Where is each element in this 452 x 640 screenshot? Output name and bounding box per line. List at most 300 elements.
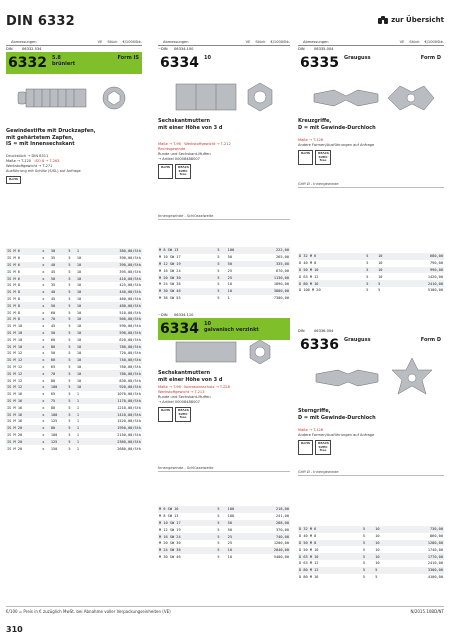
table-cell: 50 — [50, 302, 67, 309]
table-cell: IS M 16 — [6, 398, 41, 405]
table-row — [6, 425, 142, 432]
table-cell: 5 — [365, 253, 377, 260]
table-cell: 10 — [76, 351, 82, 356]
table-cell: 2410,00 — [395, 280, 444, 287]
table-cell: 5 — [362, 574, 365, 579]
table-cell: 10 — [76, 302, 89, 309]
table-cell: D 80 M 16 — [298, 280, 365, 287]
table-cell: 100 — [227, 506, 248, 513]
table-cell: M 24 SW 36 — [158, 547, 216, 554]
table-cell: 5 — [217, 295, 220, 300]
table-cell: x — [42, 324, 45, 329]
table-cell: 5 — [68, 283, 71, 288]
table-cell: 5 — [362, 561, 365, 566]
table-cell: IS M 6 — [7, 256, 20, 261]
table-row — [6, 248, 142, 255]
table-cell: 1890,00 — [273, 282, 289, 287]
table-cell: 5 — [217, 268, 220, 273]
table-cell: x — [42, 432, 45, 437]
table-cell: 10 — [76, 370, 89, 377]
table-cell: x — [41, 316, 50, 323]
column-header: Abmessungen VE Stück €/1000Stk. — [6, 40, 142, 46]
table-row — [6, 309, 142, 316]
table-cell: IS M 12 — [7, 378, 23, 383]
table-cell: 5 — [362, 553, 374, 560]
table-cell: 70 — [50, 370, 67, 377]
table-cell: x — [41, 330, 50, 337]
table-cell: 590,00/Stk — [89, 330, 142, 337]
table-cell: D 32 M 6 — [298, 526, 362, 533]
table-row — [158, 295, 290, 302]
table-cell: 10 — [76, 337, 82, 342]
table-cell: 5 — [216, 261, 226, 268]
table-cell: M 16 SW 24 — [159, 268, 181, 273]
article-number: 6334 — [160, 55, 199, 71]
table-cell: 10 — [375, 561, 380, 566]
table-cell: IS M 12 — [7, 351, 23, 356]
table-cell: 5 — [68, 364, 71, 369]
table-cell: IS M 10 — [7, 337, 23, 342]
article-number: 6335 — [300, 55, 339, 71]
article-number: 6334 — [160, 321, 199, 337]
table-cell: x — [42, 419, 45, 424]
table-cell: 5 — [216, 247, 226, 254]
table-cell: 830,00/Stk — [119, 378, 141, 383]
column-header: Abmessungen VE Stück €/1000Stk. — [298, 40, 444, 46]
table-cell: D 63 M 10 — [298, 553, 362, 560]
table-cell: 730,00 — [393, 526, 444, 533]
table-row — [158, 526, 290, 533]
table-cell: IS M 20 — [6, 425, 41, 432]
table-row — [298, 253, 444, 260]
cross-handle-drawing — [308, 78, 438, 118]
table-cell: IS M 8 — [7, 283, 20, 288]
table-cell: 5 — [68, 296, 71, 301]
table-cell: 3300,00 — [393, 567, 444, 574]
product-heading: Sechskantmuttern mit einer Höhe von 3 d — [158, 370, 223, 383]
table-cell: 5 — [67, 438, 76, 445]
table-cell: IS M 16 — [7, 405, 23, 410]
table-row — [298, 273, 444, 280]
table-cell: 80 — [50, 378, 56, 383]
table-cell: D 50 M 8 — [298, 540, 362, 547]
table-row — [6, 357, 142, 364]
product-heading: Sterngriffe, D = mit Gewinde-Durchloch — [298, 408, 376, 421]
table-cell: 740,00 — [248, 533, 290, 540]
table-cell: 10 — [76, 262, 89, 269]
table-cell: 860,00 — [430, 534, 443, 539]
table-cell: 990,00 — [395, 267, 444, 274]
table-cell: 1 — [76, 405, 80, 410]
table-cell: 30 — [50, 248, 67, 255]
table-cell: IS M 20 — [7, 432, 23, 437]
table-cell: 241,00 — [276, 514, 289, 519]
table-row — [298, 546, 444, 553]
table-cell: D 50 M 10 — [298, 267, 365, 274]
table-row — [6, 268, 142, 275]
table-row — [6, 316, 142, 323]
article-number: 6332 — [8, 55, 47, 71]
table-cell: 5 — [377, 280, 395, 287]
table-cell: 1280,00 — [393, 540, 444, 547]
table-cell: 5 — [67, 384, 76, 391]
table-cell: 10 — [76, 316, 89, 323]
table-cell: 45 — [50, 296, 56, 301]
table-cell: 5 — [68, 351, 71, 356]
table-row — [6, 432, 142, 439]
product-heading: Gewindestifte mit Druckzapfen, mit gehärtetem Zapfen, IS = mit Innensechskant — [6, 128, 96, 147]
table-row — [6, 255, 142, 262]
table-cell: 10 — [76, 310, 82, 315]
table-cell: IS M 16 — [7, 419, 23, 424]
table-label: Griff Ø - Innengewinde — [298, 182, 444, 188]
product-notes: Druckstück → DIN 6311 Maße → T-120 ISO 8 → T-263 Werkstoffgewicht → T-271 Ausführung mit Schlitz (S/SL) auf Anfrage RoHS — [6, 154, 142, 184]
table-cell: 1520,00/Stk — [117, 419, 141, 424]
table-cell: 5 — [68, 324, 71, 329]
table-cell: 40 — [50, 262, 67, 269]
table-cell: 5 — [67, 316, 76, 323]
table-cell: 5 — [217, 541, 220, 546]
norm-row: DIN 06332.534 — [6, 47, 42, 51]
table-cell: x — [41, 302, 50, 309]
table-cell: 5400,00 — [273, 554, 289, 559]
table-label: Griff Ø - Innengewinde — [298, 470, 444, 476]
table-cell: IS M 6 — [6, 275, 41, 282]
table-cell: 50 — [227, 261, 248, 268]
table-cell: 1 — [76, 432, 80, 437]
table-cell: M 12 SW 19 — [158, 261, 216, 268]
overview-link[interactable] — [378, 16, 444, 24]
table-cell: 370,00 — [276, 527, 289, 532]
product-notes: Maße → T-96 Korrosionsschutz → T-228 Werkstoffgewicht → T-213 Runde und Sechskant-Muffen → Artikel 00008488007 RoHS REACh SVHC free — [158, 385, 290, 422]
table-row — [158, 254, 290, 261]
table-cell: 10 — [377, 267, 395, 274]
table-row — [6, 336, 142, 343]
table-cell: M 8 SW 13 — [159, 514, 179, 519]
table-cell: 920,00/Stk — [89, 384, 142, 391]
table-cell: 1 — [227, 295, 230, 300]
table-cell: 1 — [76, 425, 89, 432]
table-cell: x — [41, 289, 50, 296]
table-row — [6, 438, 142, 445]
table-cell: 480,00/Stk — [89, 302, 142, 309]
table-cell: 50 — [227, 527, 232, 532]
rohs-logo: RoHS — [158, 407, 173, 422]
table-cell: 35 — [50, 256, 56, 261]
table-cell: 5 — [68, 432, 71, 437]
table-cell: 10 — [374, 540, 393, 547]
table-cell: 5 — [216, 274, 226, 281]
table-cell: 3800,00 — [248, 288, 290, 295]
table-row — [6, 364, 142, 371]
table-row — [6, 411, 142, 418]
table-row — [158, 247, 290, 254]
table-cell: 265,00 — [276, 255, 289, 260]
table-row — [298, 533, 444, 540]
table-cell: 1410,00/Stk — [89, 411, 142, 418]
table-cell: 35 — [50, 283, 56, 288]
table-cell: IS M 12 — [6, 384, 41, 391]
table-cell: 5 — [217, 514, 220, 519]
table-row — [158, 274, 290, 281]
table-row — [6, 370, 142, 377]
table-cell: x — [41, 438, 50, 445]
table-cell: 5100,00 — [427, 288, 443, 293]
product-heading: Sechskantmuttern mit einer Höhe von 3 d — [158, 118, 223, 131]
table-cell: 1 — [76, 438, 89, 445]
norm-row: ~DIN 06334.100 — [158, 47, 194, 51]
table-row — [6, 289, 142, 296]
table-cell: 780,00/Stk — [89, 370, 142, 377]
article-bar: 6332 5.8 brüniert Form IS — [6, 52, 142, 74]
table-row — [6, 323, 142, 330]
table-cell: 395,00/Stk — [119, 269, 141, 274]
table-row — [158, 554, 290, 561]
table-cell: 5 — [216, 506, 226, 513]
table-cell: M 24 SW 36 — [159, 282, 181, 287]
price-table-6334 — [158, 247, 290, 301]
reach-logo: REACh SVHC free — [175, 164, 191, 179]
table-cell: 10 — [227, 547, 248, 554]
table-cell: D 63 M 12 — [299, 274, 319, 279]
table-cell: 1 — [76, 398, 89, 405]
star-handle-drawing — [308, 354, 438, 404]
table-row — [6, 282, 142, 289]
table-cell: 760,00/Stk — [119, 364, 141, 369]
table-cell: x — [42, 283, 45, 288]
table-cell: 5 — [216, 288, 226, 295]
table-cell: 390,00/Stk — [119, 256, 141, 261]
table-cell: 80 — [50, 425, 67, 432]
table-cell: 100 — [50, 432, 58, 437]
table-row — [6, 404, 142, 411]
column-header: Abmessungen VE Stück €/1000Stk. — [158, 40, 290, 46]
table-cell: 10 — [378, 261, 383, 266]
table-cell: IS M 10 — [7, 324, 23, 329]
table-cell: 75 — [50, 398, 67, 405]
table-cell: IS M 8 — [7, 296, 20, 301]
table-cell: IS M 16 — [7, 392, 23, 397]
table-cell: 5 — [366, 261, 369, 266]
table-row — [158, 513, 290, 520]
table-cell: 510,00/Stk — [119, 310, 141, 315]
table-cell: IS M 20 — [7, 446, 23, 451]
price-table-6336 — [298, 526, 444, 580]
table-cell: 10 — [374, 553, 393, 560]
article-bar: 6335 Grauguss Form D — [298, 52, 444, 74]
table-cell: 5 — [217, 527, 220, 532]
table-cell: 10 — [227, 282, 232, 287]
table-cell: 590,00/Stk — [119, 324, 141, 329]
table-cell: M 16 SW 24 — [158, 533, 216, 540]
table-cell: 40 — [50, 289, 67, 296]
table-cell: x — [42, 405, 45, 410]
table-cell: 5 — [67, 302, 76, 309]
page-number: 310 — [6, 625, 23, 634]
table-cell: 5 — [68, 446, 71, 451]
table-cell: 410,00/Stk — [89, 275, 142, 282]
table-cell: IS M 8 — [6, 316, 41, 323]
table-cell: D 40 M 8 — [299, 261, 317, 266]
table-cell: x — [42, 378, 45, 383]
table-label: Innengewinde - Schlüsselweite — [158, 214, 290, 220]
table-cell: 60 — [50, 337, 56, 342]
table-cell: 5 — [366, 288, 369, 293]
table-cell: x — [41, 248, 50, 255]
table-cell: 1200,00 — [273, 541, 289, 546]
table-cell: 10 — [76, 384, 89, 391]
table-cell: 5 — [362, 534, 365, 539]
table-cell: 425,00/Stk — [119, 283, 141, 288]
table-cell: 1130,00 — [248, 274, 290, 281]
table-cell: D 50 M 10 — [299, 547, 319, 552]
article-block-6334-zinc: ~DIN 06334.110 6334 10 galvanisch verzinkt — [158, 312, 290, 340]
table-row — [158, 533, 290, 540]
table-cell: x — [42, 351, 45, 356]
table-cell: IS M 8 — [6, 302, 41, 309]
table-cell: 10 — [375, 547, 380, 552]
table-cell: x — [41, 384, 50, 391]
article-block-6336: DIN 06336.004 6336 Grauguss Form D — [298, 328, 444, 356]
table-cell: x — [42, 296, 45, 301]
table-cell: M 8 SW 13 — [158, 247, 216, 254]
table-cell: D 100 M 20 — [299, 288, 321, 293]
table-cell: 10 — [378, 274, 383, 279]
table-cell: 50 — [50, 275, 67, 282]
table-cell: 222,00 — [248, 247, 290, 254]
table-row — [6, 262, 142, 269]
table-cell: 740,00/Stk — [89, 357, 142, 364]
set-screw-drawing — [14, 78, 134, 118]
table-row — [158, 261, 290, 268]
table-cell: IS M 20 — [6, 438, 41, 445]
table-cell: D 63 M 12 — [299, 561, 319, 566]
table-cell: 5 — [362, 547, 365, 552]
table-row — [6, 445, 142, 452]
column-6332 — [6, 40, 142, 74]
table-row — [298, 526, 444, 533]
table-cell: 10 — [76, 324, 82, 329]
table-cell: 5 — [67, 343, 76, 350]
table-cell: 5 — [67, 425, 76, 432]
table-cell: 65 — [50, 392, 56, 397]
table-cell: 10 — [227, 288, 248, 295]
table-row — [298, 267, 444, 274]
table-cell: M 6 SW 10 — [158, 506, 216, 513]
table-cell: 10 — [76, 364, 82, 369]
rohs-logo: RoHS — [158, 164, 173, 179]
table-cell: 10 — [76, 378, 82, 383]
table-row — [298, 574, 444, 581]
table-row — [158, 506, 290, 513]
table-cell: 125 — [50, 438, 67, 445]
table-cell: IS M 6 — [6, 262, 41, 269]
table-cell: 5 — [217, 554, 220, 559]
table-cell: 380,00/Stk — [89, 248, 142, 255]
table-row — [6, 343, 142, 350]
table-cell: 10 — [76, 289, 89, 296]
table-cell: M 30 SW 46 — [159, 554, 181, 559]
table-cell: 5 — [362, 567, 374, 574]
table-cell: x — [41, 370, 50, 377]
table-cell: x — [41, 398, 50, 405]
table-cell: 5 — [378, 288, 381, 293]
table-cell: M 10 SW 17 — [159, 255, 181, 260]
table-cell: 7300,00 — [273, 295, 289, 300]
table-cell: x — [41, 275, 50, 282]
table-cell: 150 — [50, 446, 58, 451]
table-cell: 60 — [50, 310, 56, 315]
table-row — [6, 350, 142, 357]
product-notes: Maße → T-126 Andere Formen/Ausführungen auf Anfrage RoHS REACh SVHC free — [298, 428, 444, 455]
table-cell: IS M 6 — [7, 269, 20, 274]
table-cell: 670,00 — [276, 268, 289, 273]
article-number: 6336 — [300, 337, 339, 353]
table-cell: x — [41, 411, 50, 418]
table-cell: 80 — [50, 343, 67, 350]
table-cell: x — [42, 392, 45, 397]
table-cell: 65 — [50, 364, 56, 369]
table-cell: 10 — [377, 253, 395, 260]
product-notes: Maße → T-96 Werkstoffgewicht → T-212 Rechtsgewinde Runde und Sechskant-Muffen → Artikel 00008488007 RoHS REACh SVHC free — [158, 142, 290, 179]
table-cell: x — [42, 446, 45, 451]
table-cell: 2040,00 — [248, 547, 290, 554]
table-cell: 5 — [67, 370, 76, 377]
table-cell: 10 — [76, 275, 89, 282]
table-cell: x — [41, 343, 50, 350]
table-cell: 5 — [365, 267, 377, 274]
table-cell: x — [42, 256, 45, 261]
table-cell: IS M 8 — [6, 289, 41, 296]
table-cell: 460,00/Stk — [119, 296, 141, 301]
product-notes: Maße → T-126 Andere Formen/Ausführungen auf Anfrage RoHS REACh SVHC free — [298, 138, 444, 165]
table-row — [6, 296, 142, 303]
table-cell: 1 — [76, 392, 80, 397]
table-cell: D 40 M 8 — [299, 534, 317, 539]
table-cell: 10 — [76, 283, 82, 288]
table-cell: 680,00 — [395, 253, 444, 260]
binoculars-icon — [378, 16, 388, 24]
table-row — [158, 540, 290, 547]
table-cell: 1770,00 — [393, 553, 444, 560]
table-cell: 45 — [50, 269, 56, 274]
table-cell: 25 — [227, 268, 232, 273]
table-cell: 218,00 — [248, 506, 290, 513]
table-cell: 620,00/Stk — [119, 337, 141, 342]
table-cell: 1420,00 — [427, 274, 443, 279]
table-cell: 5 — [67, 275, 76, 282]
table-cell: 10 — [76, 296, 82, 301]
norm-row: DIN 06335.004 — [298, 47, 334, 51]
table-cell: 5 — [374, 567, 393, 574]
table-row — [6, 384, 142, 391]
table-cell: 10 — [374, 526, 393, 533]
table-cell: 5 — [67, 330, 76, 337]
table-cell: 1 — [76, 419, 80, 424]
table-cell: 10 — [76, 330, 89, 337]
table-cell: IS M 16 — [6, 411, 41, 418]
table-cell: 100 — [50, 384, 67, 391]
table-cell: 100 — [227, 514, 235, 519]
table-cell: 100 — [227, 247, 248, 254]
table-row — [298, 260, 444, 267]
product-heading: Kreuzgriffe, D = mit Gewinde-Durchloch — [298, 118, 376, 131]
table-row — [6, 275, 142, 282]
table-cell: D 32 M 6 — [298, 253, 365, 260]
table-cell: IS M 6 — [6, 248, 41, 255]
table-row — [298, 553, 444, 560]
table-cell: 4100,00 — [427, 574, 443, 579]
